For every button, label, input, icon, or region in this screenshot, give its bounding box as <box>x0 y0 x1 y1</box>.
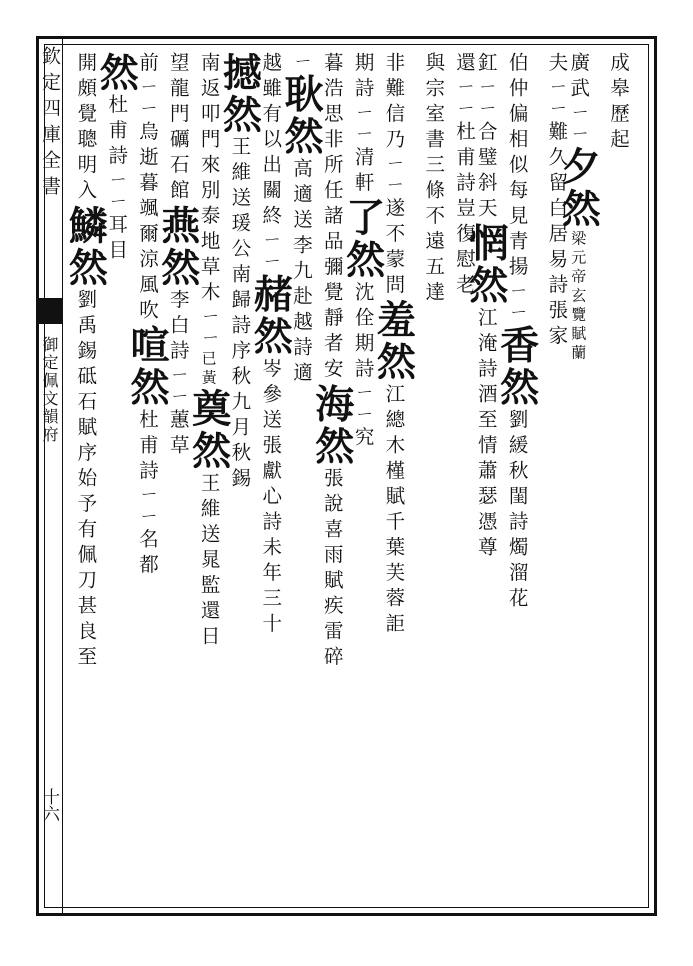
body-text: 成皋歷起 <box>606 52 630 154</box>
body-text: 廣武 <box>567 52 591 103</box>
body-text: 諸品彌覺靜者安 <box>320 205 344 384</box>
body-text: 越雖有以出關終ㄧㄧ <box>259 52 283 274</box>
text-column <box>308 52 355 672</box>
text-column <box>493 52 540 613</box>
headword: 燕然 <box>154 205 201 289</box>
text-column <box>597 52 628 154</box>
headword: 鱗然 <box>62 205 109 289</box>
small-text: 梁元帝玄覽賦蘭 <box>569 230 588 364</box>
body-text: 期詩ㄧㄧ清軒 <box>351 52 375 198</box>
fishtail-mark <box>36 298 63 324</box>
body-text: 還ㄧㄧ杜甫詩豈復慰老 <box>452 52 476 300</box>
margin-band <box>36 36 63 916</box>
body-text: 非難信乃ㄧㄧ遂不蒙問 <box>382 52 406 300</box>
margin-title: 欽定四庫全書 <box>39 46 61 202</box>
body-text: 夫ㄧㄧ難久留白居易詩張家 <box>545 52 569 351</box>
body-text: 望龍門礪石館 <box>166 52 190 205</box>
text-column <box>154 52 201 460</box>
body-text: 開頗覺聰明入 <box>74 52 98 205</box>
body-text: 杜甫詩ㄧㄧ名都 <box>135 408 159 580</box>
text-column <box>370 52 417 639</box>
body-text: 王維送晁監還日 <box>197 472 221 651</box>
body-text: 張說喜雨賦疾雷碎 <box>320 467 344 672</box>
body-text: 伯仲偏相似每見青揚ㄧㄧ <box>505 52 529 325</box>
body-text: 劉緩秋閨詩燭溜花 <box>505 408 529 613</box>
text-column <box>443 52 474 299</box>
body-text: 江淹詩酒至情蕭瑟憑尊 <box>474 306 498 562</box>
body-text: 王維送瑗公南歸詩序秋九月秋錫 <box>228 136 252 493</box>
headword: 海然 <box>308 383 355 468</box>
headword: 了然 <box>339 197 386 282</box>
text-column <box>216 52 263 493</box>
headword: 惘然 <box>462 222 509 307</box>
headword: 喧然 <box>123 324 170 409</box>
body-text: ㄧㄧ <box>567 103 591 147</box>
small-text: 已黃 <box>199 350 218 389</box>
headword: 撼然 <box>216 52 263 136</box>
body-text: 杜甫詩ㄧㄧ耳目 <box>105 94 129 265</box>
body-text: 暮颯爾涼風吹 <box>135 171 159 325</box>
body-text: 與宗室書三條不遠五達 <box>422 52 446 307</box>
headword: 赭然 <box>247 273 294 358</box>
text-column <box>93 52 140 265</box>
body-text: 南返叩門來別泰地草木ㄧㄧ <box>197 52 221 351</box>
body-text: 暮浩思非所任 <box>320 52 344 205</box>
margin-book-title: 御定佩文韻府 <box>40 336 59 444</box>
body-text: 李白詩ㄧㄧ蕙草 <box>166 289 190 460</box>
text-column <box>339 52 386 452</box>
headword: 耿然 <box>277 73 324 158</box>
text-column <box>62 52 109 672</box>
headword: 夕然 <box>555 146 602 231</box>
text-column <box>185 52 232 651</box>
body-text: 岑參送張獻心詩未年三十 <box>259 357 283 639</box>
body-text: 沈佺期詩ㄧㄧ究 <box>351 281 375 452</box>
margin-page-number: 十六 <box>39 788 59 822</box>
body-text: 江總木槿賦千葉芙蓉詎 <box>382 383 406 639</box>
body-text: ㄧ <box>289 52 313 74</box>
headword: 羞然 <box>370 299 417 384</box>
text-column <box>123 52 170 580</box>
headword: 香然 <box>493 324 540 409</box>
headword: 然 <box>93 52 140 94</box>
text-column <box>536 52 567 350</box>
text-column <box>412 52 446 307</box>
body-text: 高適送李九赴越詩適 <box>289 157 313 388</box>
text-column <box>277 52 324 388</box>
headword: 奠然 <box>185 388 232 473</box>
body-text: 釭ㄧㄧ合璧斜天 <box>474 52 498 223</box>
text-column <box>247 52 294 639</box>
body-text: 前ㄧㄧ烏逝 <box>135 52 159 172</box>
body-text: 劉禹錫砥石賦序始予有佩刀甚良至 <box>74 289 98 672</box>
